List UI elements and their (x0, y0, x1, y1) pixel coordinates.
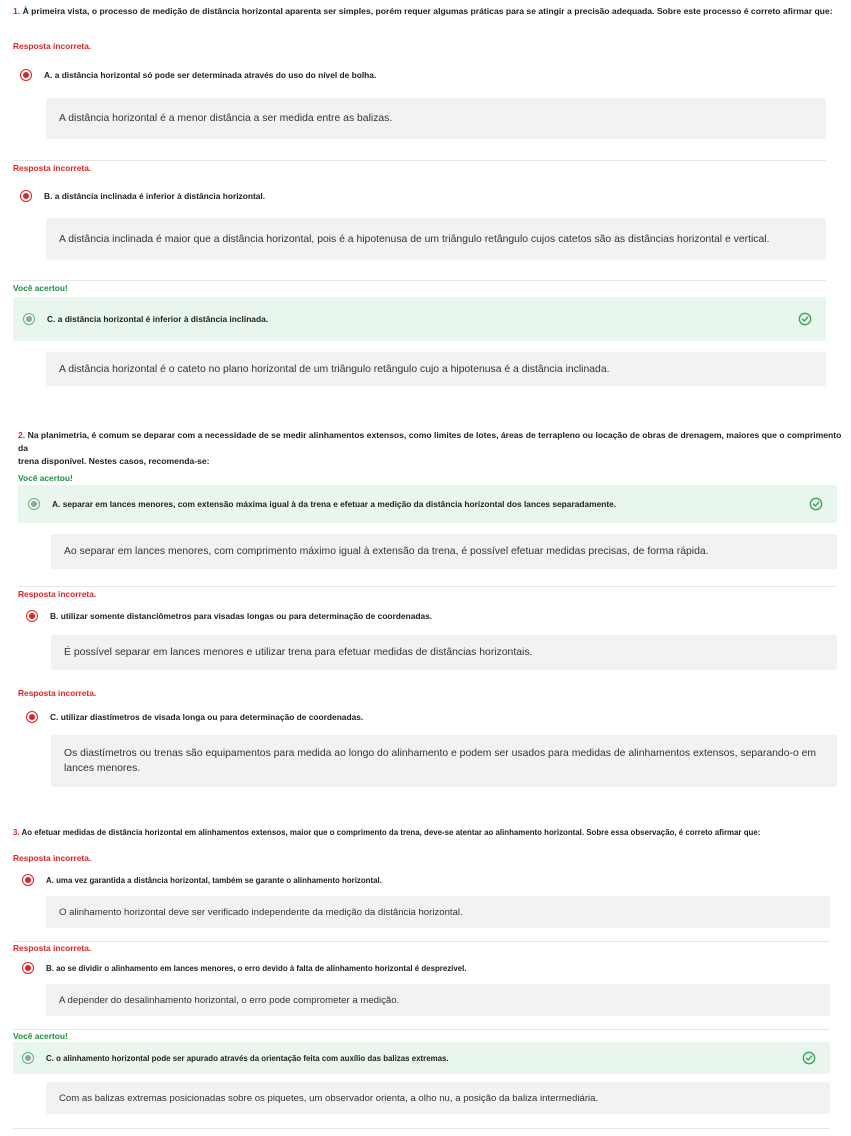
feedback-1c: A distância horizontal é o cateto no plano horizontal de um triângulo retângulo cujo a hipotenusa é a distância inclinada. (46, 352, 826, 386)
option-3b[interactable] (22, 955, 830, 981)
option-text: A. uma vez garantida a distância horizontal, também se garante o alinhamento horizontal. (46, 875, 382, 885)
question-number: 1. (13, 6, 21, 16)
divider (13, 1128, 830, 1129)
option-1a[interactable] (20, 62, 826, 88)
option-3c[interactable] (13, 1042, 830, 1074)
question-text: Na planimetria, é comum se deparar com a necessidade de se medir alinhamentos extensos, como limites de lotes, áreas de terrapleno ou locação de obras de drenagem, maiores que o comprimento da (18, 430, 842, 453)
option-text: A. separar em lances menores, com extensão máxima igual à da trena e efetuar a medição da distância horizontal dos lances separadamente. (52, 499, 617, 509)
option-2b[interactable] (26, 603, 837, 629)
check-circle-icon (809, 497, 823, 511)
question-text: trena disponível. Nestes casos, recomenda-se: (18, 456, 210, 466)
status-incorrect: Resposta incorreta. (13, 163, 92, 173)
feedback-3a: O alinhamento horizontal deve ser verificado independente da medição da distância horizontal. (46, 896, 830, 928)
question-1-title (13, 5, 843, 18)
option-3a[interactable] (22, 867, 830, 893)
question-text: Ao efetuar medidas de distância horizontal em alinhamentos extensos, maior que o comprimento da trena, deve-se atentar ao alinhamento horizontal. Sobre essa observação, é correto afirmar que: (21, 828, 761, 837)
option-text: A. a distância horizontal só pode ser determinada através do uso do nível de bolha. (44, 70, 377, 80)
radio-selected-icon[interactable] (22, 874, 34, 886)
divider (13, 280, 826, 281)
question-3-title (13, 826, 843, 839)
status-incorrect: Resposta incorreta. (13, 943, 92, 953)
divider (13, 160, 826, 161)
feedback-2c: Os diastímetros ou trenas são equipamentos para medida ao longo do alinhamento e podem ser usados para medidas de alinhamentos extensos, separando-o em lances menores. (51, 735, 837, 787)
check-circle-icon (802, 1051, 816, 1065)
option-text: C. utilizar diastímetros de visada longa ou para determinação de coordenadas. (50, 712, 364, 722)
option-text: C. a distância horizontal é inferior à distância inclinada. (47, 314, 269, 324)
check-circle-icon (798, 312, 812, 326)
option-text: C. o alinhamento horizontal pode ser apurado através da orientação feita com auxílio das balizas extremas. (46, 1053, 449, 1063)
option-2c[interactable] (26, 704, 837, 730)
status-incorrect: Resposta incorreta. (13, 41, 92, 51)
status-incorrect: Resposta incorreta. (18, 589, 97, 599)
divider (13, 941, 830, 942)
radio-selected-icon[interactable] (22, 1052, 34, 1064)
status-correct: Você acertou! (18, 473, 73, 483)
radio-selected-icon[interactable] (26, 610, 38, 622)
status-incorrect: Resposta incorreta. (13, 853, 92, 863)
feedback-1b: A distância inclinada é maior que a distância horizontal, pois é a hipotenusa de um triângulo retângulo cujos catetos são as distâncias horizontal e vertical. (46, 218, 826, 260)
question-number: 2. (18, 430, 26, 440)
feedback-3b: A depender do desalinhamento horizontal, o erro pode comprometer a medição. (46, 984, 830, 1016)
divider (13, 1029, 830, 1030)
feedback-2a: Ao separar em lances menores, com comprimento máximo igual à extensão da trena, é possível efetuar medidas precisas, de forma rápida. (51, 534, 837, 569)
status-incorrect: Resposta incorreta. (18, 688, 97, 698)
radio-selected-icon[interactable] (20, 190, 32, 202)
feedback-3c: Com as balizas extremas posicionadas sobre os piquetes, um observador orienta, a olho nu, a posição da baliza intermediária. (46, 1082, 830, 1114)
radio-selected-icon[interactable] (23, 313, 35, 325)
radio-selected-icon[interactable] (28, 498, 40, 510)
option-2a[interactable] (18, 485, 837, 523)
option-1c[interactable] (13, 297, 826, 341)
radio-selected-icon[interactable] (26, 711, 38, 723)
status-correct: Você acertou! (13, 283, 68, 293)
question-2-title (18, 429, 844, 468)
status-correct: Você acertou! (13, 1031, 68, 1041)
feedback-2b: É possível separar em lances menores e utilizar trena para efetuar medidas de distâncias horizontais. (51, 635, 837, 670)
question-number: 3. (13, 828, 20, 837)
radio-selected-icon[interactable] (22, 962, 34, 974)
option-text: B. ao se dividir o alinhamento em lances menores, o erro devido à falta de alinhamento horizontal é desprezível. (46, 963, 467, 973)
radio-selected-icon[interactable] (20, 69, 32, 81)
option-text: B. a distância inclinada é inferior à distância horizontal. (44, 191, 266, 201)
option-text: B. utilizar somente distanciômetros para visadas longas ou para determinação de coordenadas. (50, 611, 433, 621)
feedback-1a: A distância horizontal é a menor distância a ser medida entre as balizas. (46, 98, 826, 139)
question-text: À primeira vista, o processo de medição de distância horizontal aparenta ser simples, porém requer algumas práticas para se atingir a precisão adequada. Sobre este processo é correto afirmar que: (22, 6, 833, 16)
option-1b[interactable] (20, 183, 826, 209)
divider (18, 586, 837, 587)
